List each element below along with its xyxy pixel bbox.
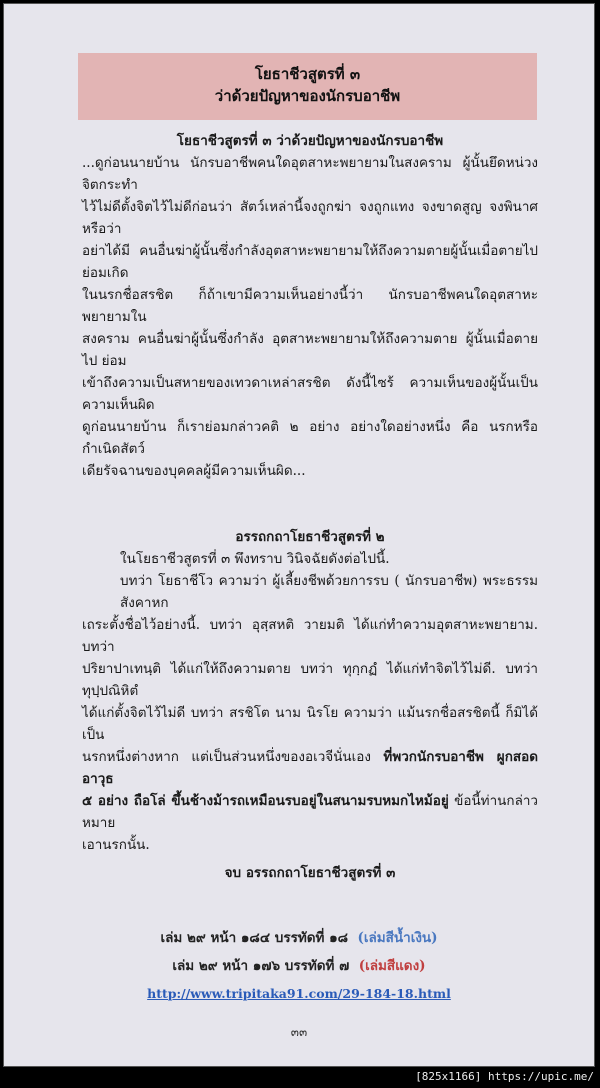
paragraph-intro: ในโยธาชีวสูตรที่ ๓ พึงทราบ วินิจฉัยดังต่อไปนี้. — [120, 551, 390, 567]
paragraph-line: เถระตั้งชื่อไว้อย่างนี้. บทว่า อุสฺสหติ วายมติ ได้แก่ทำความอุตสาหะพยายาม. บทว่า — [82, 617, 538, 655]
reference-blue-volume — [4, 924, 594, 952]
paragraph-line: ในนรกชื่อสรชิต ก็ถ้าเขามีความเห็นอย่างนี้ว่า นักรบอาชีพคนใดอุตสาหะพยายามใน — [82, 287, 538, 325]
references — [4, 924, 594, 1008]
paragraph-line: ดูก่อนนายบ้าน ก็เราย่อมกล่าวคติ ๒ อย่าง อย่างใดอย่างหนึ่ง คือ นรกหรือกำเนิดสัตว์ — [82, 419, 538, 457]
paragraph-line — [82, 790, 538, 834]
text-plain: ข้อนี้ท่านกล่าวหมาย — [82, 793, 538, 831]
page-number: ๓๓ — [290, 1025, 308, 1039]
image-host-footer: [825x1166] https://upic.me/ — [415, 1070, 594, 1083]
ref-tag-red: (เล่มสีแดง) — [358, 958, 426, 974]
tripitaka-link[interactable]: http://www.tripitaka91.com/29-184-18.html — [147, 986, 451, 1001]
reference-link-row — [4, 980, 594, 1008]
paragraph-line: อย่าได้มี คนอื่นฆ่าผู้นั้นซึ่งกำลังอุตสาหะพยายามให้ถึงความตายผู้นั้นเมื่อตายไป ย่อมเกิด — [82, 243, 538, 281]
section-end: จบ อรรถกถาโยธาชีวสูตรที่ ๓ — [224, 865, 396, 881]
title-line-1: โยธาชีวสูตรที่ ๓ — [254, 65, 361, 83]
paragraph-line: ...ดูก่อนนายบ้าน นักรบอาชีพคนใดอุตสาหะพยายามในสงคราม ผู้นั้นยึดหน่วงจิตกระทำ — [82, 155, 538, 193]
paragraph-line: บทว่า โยธาชีโว ความว่า ผู้เลี้ยงชีพด้วยการรบ ( นักรบอาชีพ) พระธรรมสังคาหก — [120, 573, 538, 611]
text-bold: ๕ อย่าง ถือโล่ ขึ้นช้างม้ารถเหมือนรบอยู่ในสนามรบหมกไหม้อยู่ — [82, 793, 449, 809]
paragraph-line: ปริยาปาเทนฺติ ได้แก่ให้ถึงความตาย บทว่า ทุกฺกฏํ ได้แก่ทำจิตไว้ไม่ดี. บทว่า ทุปฺปณิหิตํ — [82, 661, 538, 699]
paragraph-line: ไว้ไม่ดีตั้งจิตไว้ไม่ดีก่อนว่า สัตว์เหล่านี้จงถูกฆ่า จงถูกแทง จงขาดสูญ จงพินาศ หรือว่า — [82, 199, 538, 237]
reference-red-volume — [4, 952, 594, 980]
section1-heading: โยธาชีวสูตรที่ ๓ ว่าด้วยปัญหาของนักรบอาชีพ — [176, 133, 444, 149]
title-box — [78, 53, 537, 120]
document-page — [3, 3, 595, 1067]
paragraph-line: ได้แก่ตั้งจิตไว้ไม่ดี บทว่า สรชิโต นาม นิรโย ความว่า แม้นรกชื่อสรชิตนี้ ก็มิได้เป็น — [82, 705, 538, 743]
paragraph-line — [82, 746, 538, 790]
ref-text: เล่ม ๒๙ หน้า ๑๗๖ บรรทัดที่ ๗ — [172, 958, 350, 974]
paragraph-line: สงคราม คนอื่นฆ่าผู้นั้นซึ่งกำลัง อุตสาหะพยายามให้ถึงความตาย ผู้นั้นเมื่อตายไป ย่อม — [82, 331, 538, 369]
text-bold: ที่พวกนักรบอาชีพ ผูกสอดอาวุธ — [82, 749, 538, 787]
section2-heading: อรรถกถาโยธาชีวสูตรที่ ๒ — [235, 529, 385, 545]
ref-tag-blue: (เล่มสีน้ำเงิน) — [357, 930, 438, 946]
text-plain: นรกหนึ่งต่างหาก แต่เป็นส่วนหนึ่งของอเวจีนั่นเอง — [82, 749, 384, 765]
title-line-2: ว่าด้วยปัญหาของนักรบอาชีพ — [214, 87, 401, 105]
paragraph-line: เข้าถึงความเป็นสหายของเทวดาเหล่าสรชิต ดังนี้ไซร้ ความเห็นของผู้นั้นเป็นความเห็นผิด — [82, 375, 538, 413]
paragraph-line: เอานรกนั้น. — [82, 837, 150, 853]
paragraph-line: เดียรัจฉานของบุคคลผู้มีความเห็นผิด... — [82, 463, 306, 479]
ref-text: เล่ม ๒๙ หน้า ๑๘๔ บรรทัดที่ ๑๘ — [160, 930, 349, 946]
document-body — [82, 130, 538, 884]
